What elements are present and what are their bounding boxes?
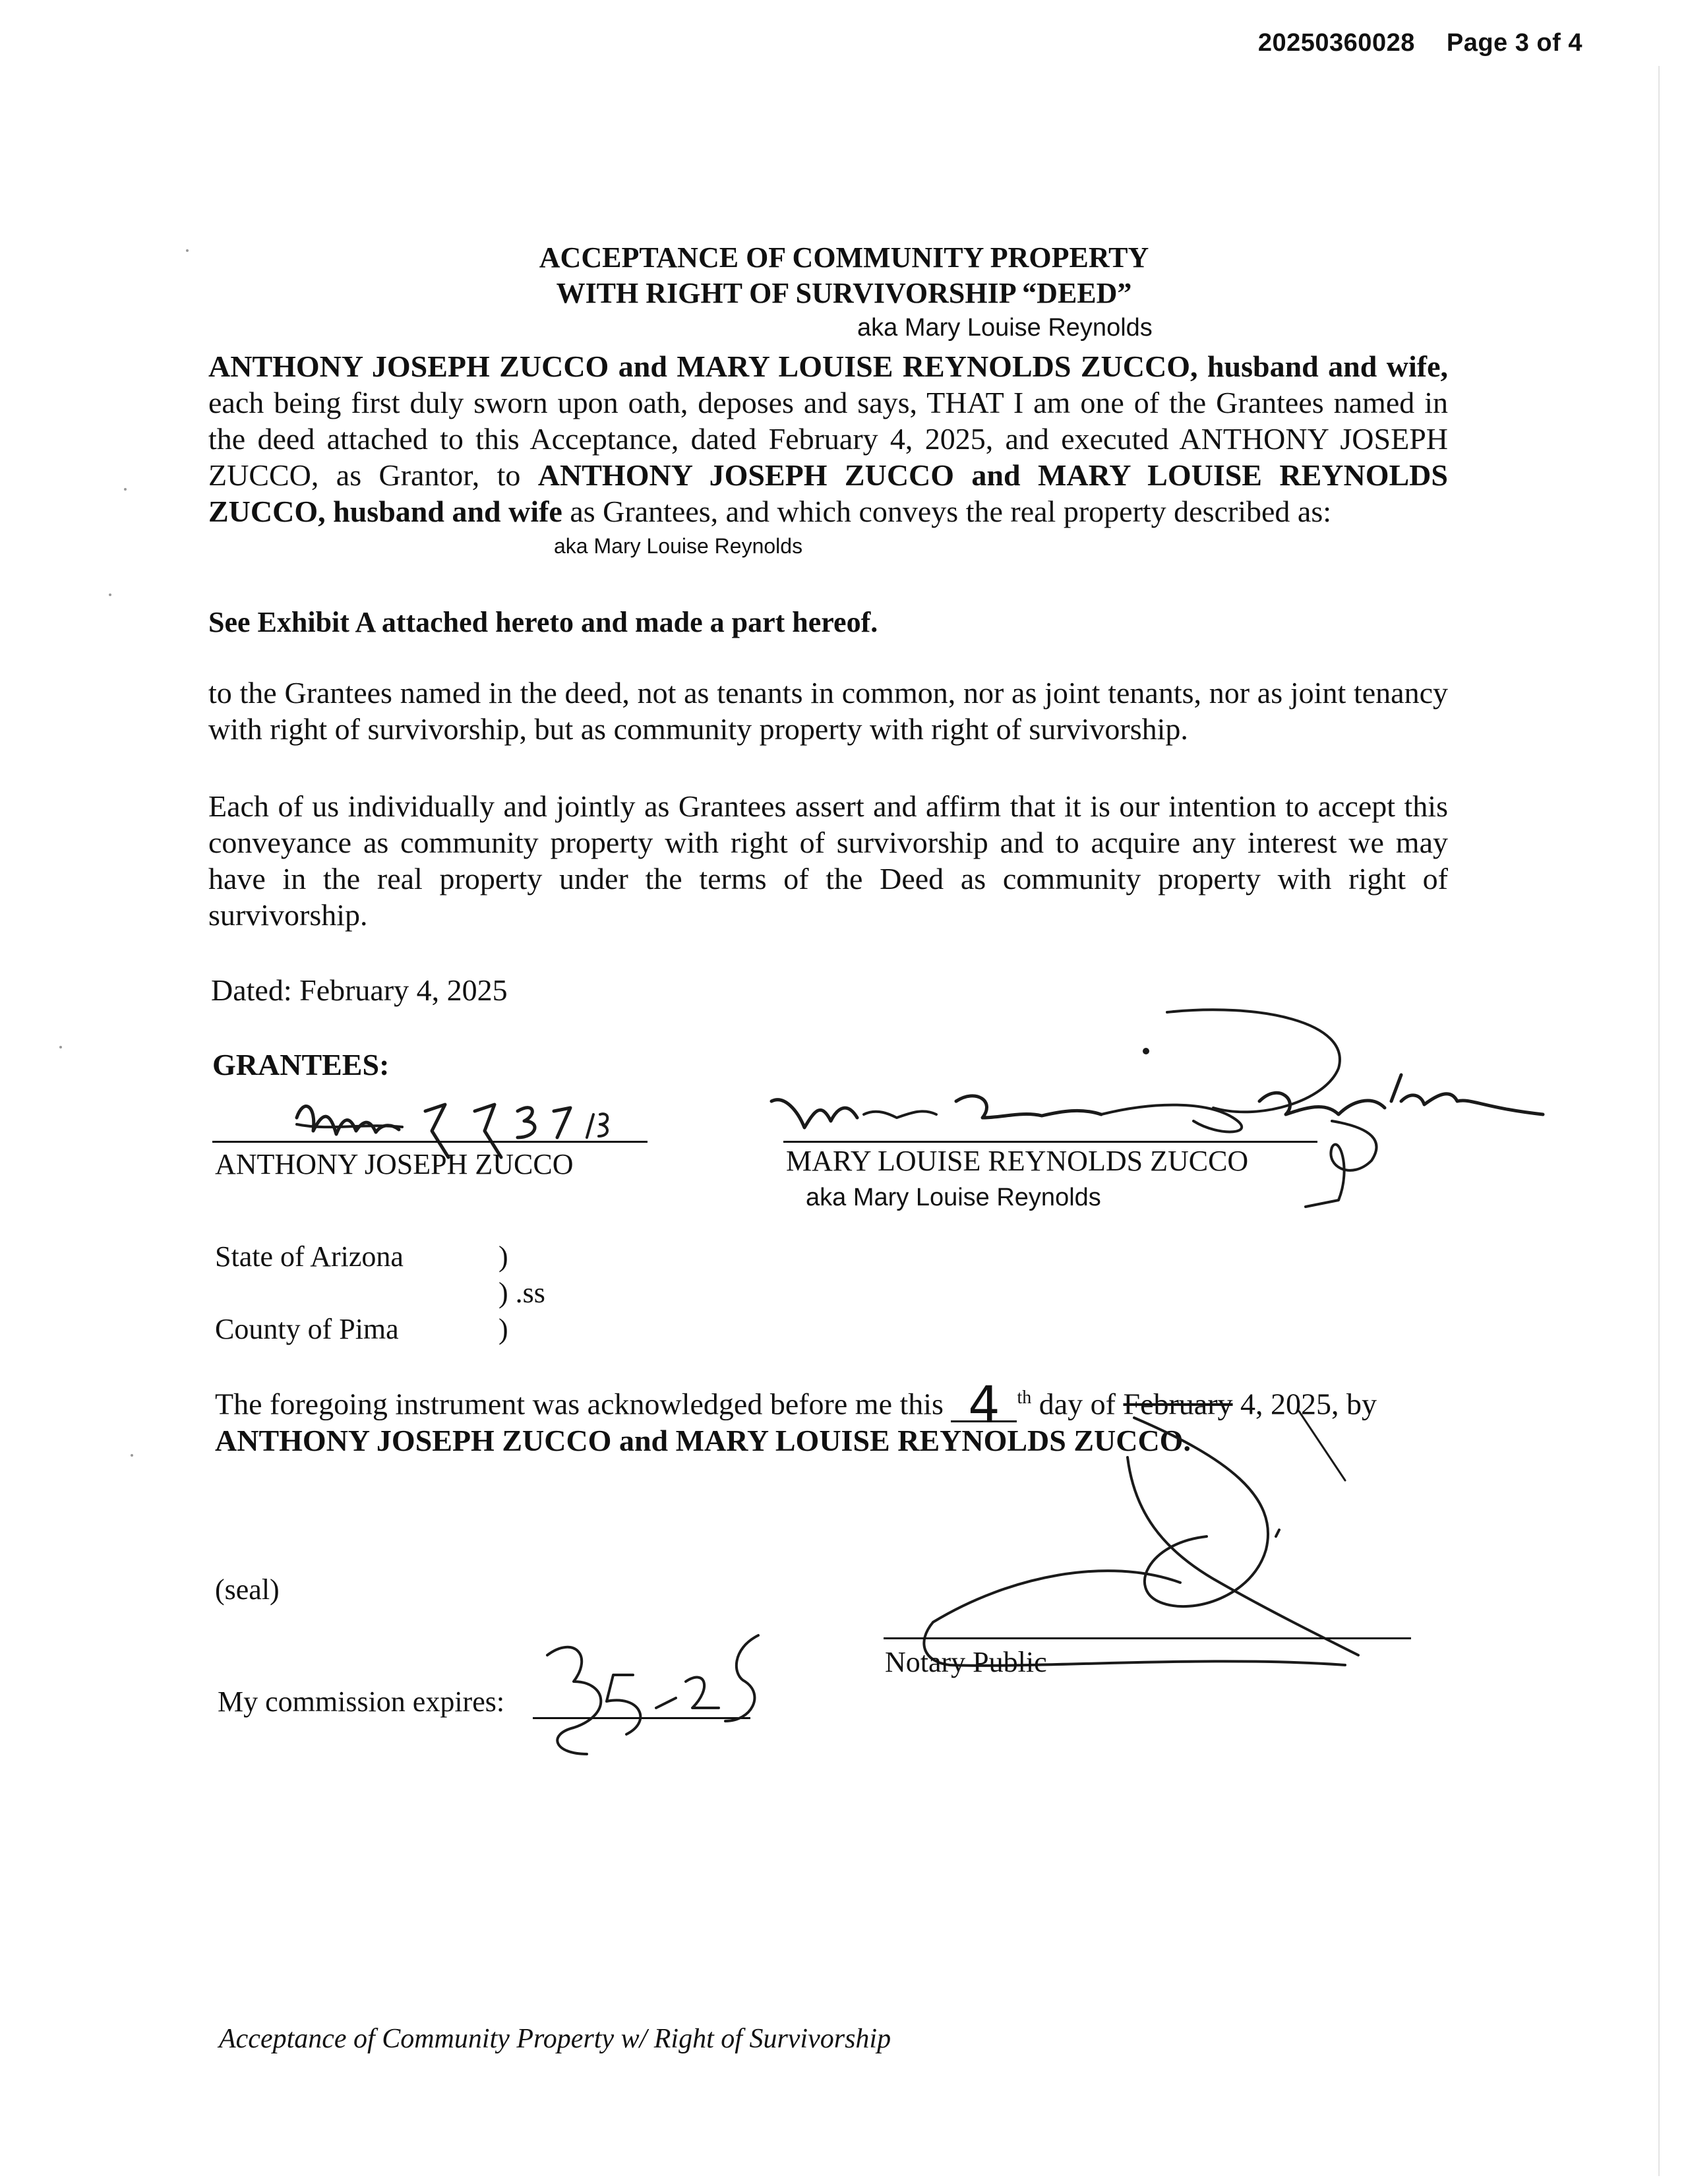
grantee2-name: MARY LOUISE REYNOLDS ZUCCO bbox=[786, 1145, 1249, 1177]
scan-speck bbox=[59, 1046, 62, 1048]
page-footer: Acceptance of Community Property w/ Right of Survivorship bbox=[219, 2024, 891, 2054]
page-indicator: Page 3 of 4 bbox=[1446, 29, 1582, 57]
venue-state: State of Arizona bbox=[215, 1240, 404, 1273]
intro-text-2: as Grantees, and which conveys the real property described as: bbox=[562, 495, 1332, 528]
notary-seal-placeholder: (seal) bbox=[215, 1573, 280, 1606]
title-line-2: WITH RIGHT OF SURVIVORSHIP “DEED” bbox=[556, 277, 1132, 309]
scan-speck bbox=[131, 1454, 133, 1457]
venue-paren-1: ) bbox=[498, 1240, 508, 1273]
notary-label: Notary Public bbox=[885, 1646, 1047, 1678]
intention-paragraph: Each of us individually and jointly as Grantees assert and affirm that it is our intention to accept this conveyance as community property with right of survivorship and to acquire any interest we may have in the real property under the terms of the Deed as community property with right of survivorship. bbox=[208, 789, 1448, 932]
acknowledgment-line-1: The foregoing instrument was acknowledged before me this 4 $^{th}$ day of February 4, 2025, by bbox=[215, 1375, 1377, 1434]
document-number: 20250360028 bbox=[1257, 29, 1415, 57]
title-line-1: ACCEPTANCE OF COMMUNITY PROPERTY bbox=[539, 241, 1149, 274]
page-header bbox=[1258, 29, 1582, 57]
grantee1-signature-line bbox=[212, 1141, 648, 1143]
grantees-heading: GRANTEES: bbox=[212, 1048, 390, 1081]
scan-speck bbox=[109, 593, 111, 596]
dated-line: Dated: February 4, 2025 bbox=[211, 973, 508, 1007]
grantees-names-bold: ANTHONY JOSEPH ZUCCO and MARY LOUISE REYNOLDS ZUCCO, husband and wife, bbox=[208, 349, 1448, 383]
grantees-names-bold-2: ANTHONY JOSEPH ZUCCO and MARY LOUISE REYNOLDS ZUCCO, husband and wife bbox=[208, 458, 1448, 528]
day-handwritten: 4 bbox=[951, 1389, 1017, 1422]
title-aka-note: aka Mary Louise Reynolds bbox=[857, 314, 1153, 342]
intro-paragraph bbox=[208, 348, 1448, 530]
struck-month: February bbox=[1123, 1387, 1233, 1421]
grantee2-aka: aka Mary Louise Reynolds bbox=[806, 1184, 1101, 1211]
venue-paren-3: ) bbox=[498, 1313, 508, 1345]
scan-speck bbox=[124, 488, 127, 491]
grantee2-signature-line bbox=[783, 1141, 1317, 1143]
notary-signature bbox=[910, 1405, 1437, 1668]
scan-edge-line bbox=[1658, 66, 1660, 2176]
notary-signature-line bbox=[884, 1637, 1411, 1639]
commission-label: My commission expires: bbox=[218, 1685, 505, 1718]
grantee1-name: ANTHONY JOSEPH ZUCCO bbox=[215, 1148, 574, 1180]
document-title bbox=[0, 240, 1688, 311]
commission-date-handwritten bbox=[534, 1622, 771, 1767]
intro-text-1: each being first duly sworn upon oath, deposes and says, THAT I am one of the Grantees named in the deed attached to this Acceptance, dated February 4, 2025, and executed ANTHONY JOSEPH ZUCCO, as Grantor, to bbox=[208, 386, 1448, 492]
venue-ss: ) .ss bbox=[498, 1277, 545, 1309]
day-suffix: th bbox=[1017, 1387, 1032, 1408]
venue-county: County of Pima bbox=[215, 1313, 399, 1345]
commission-expiry bbox=[218, 1685, 504, 1718]
acknowledged-names: ANTHONY JOSEPH ZUCCO and MARY LOUISE REYNOLDS ZUCCO. bbox=[215, 1424, 1191, 1458]
tenancy-paragraph: to the Grantees named in the deed, not as tenants in common, nor as joint tenants, nor as joint tenancy with right of survivorship, but as community property with right of survivorship. bbox=[208, 676, 1448, 746]
intro-aka-note: aka Mary Louise Reynolds bbox=[554, 534, 803, 558]
exhibit-reference: See Exhibit A attached hereto and made a part hereof. bbox=[208, 606, 878, 638]
